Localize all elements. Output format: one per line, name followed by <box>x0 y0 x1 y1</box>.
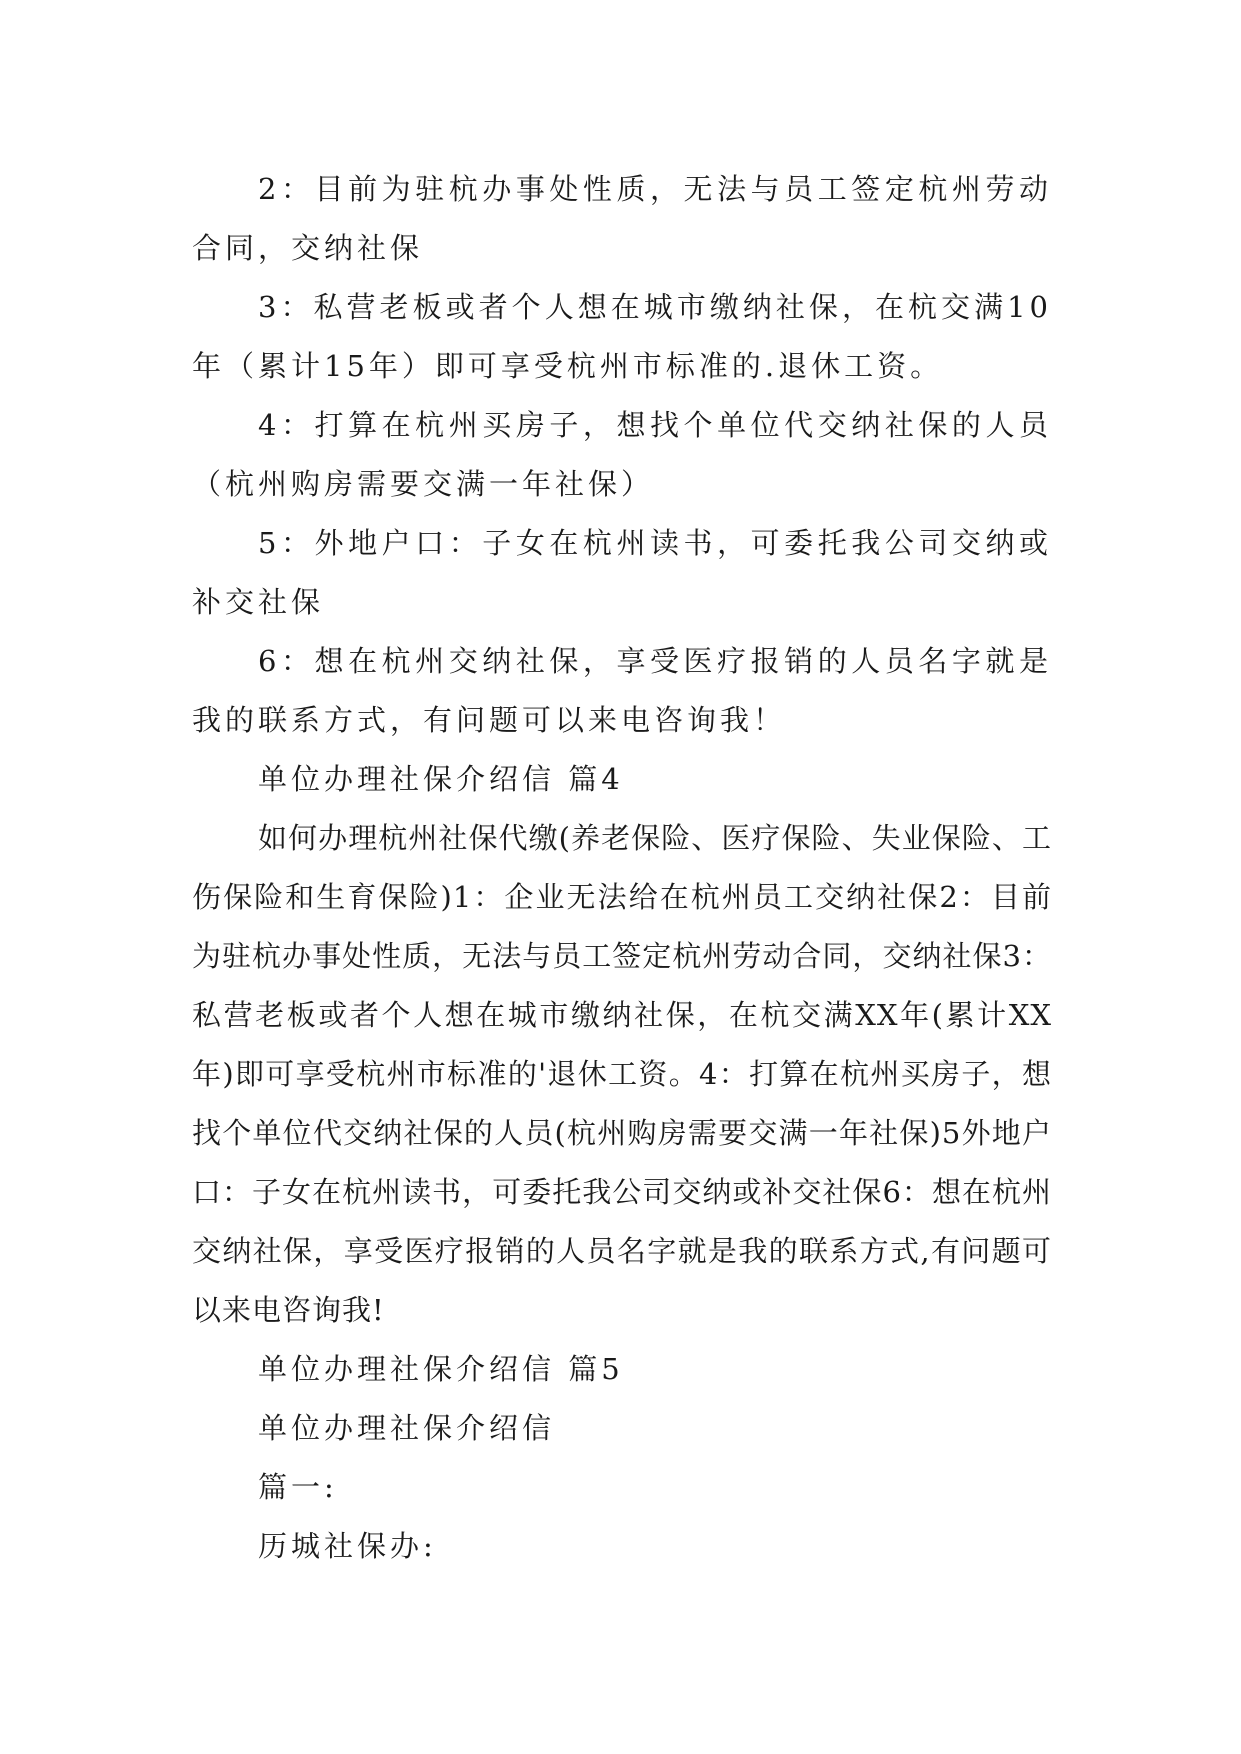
paragraph-item-4: 4：打算在杭州买房子，想找个单位代交纳社保的人员（杭州购房需要交满一年社保） <box>192 408 1052 501</box>
letter-part-label: 篇一: <box>258 1470 338 1504</box>
section-heading-4: 单位办理社保介绍信 篇4 <box>258 762 624 796</box>
paragraph-item-5: 5：外地户口：子女在杭州读书，可委托我公司交纳或补交社保 <box>192 526 1052 619</box>
paragraph-item-2: 2：目前为驻杭办事处性质，无法与员工签定杭州劳动合同，交纳社保 <box>192 172 1052 265</box>
paragraph-body-4: 如何办理杭州社保代缴(养老保险、医疗保险、失业保险、工伤保险和生育保险)1：企业无法给在杭州员工交纳社保2：目前为驻杭办事处性质，无法与员工签定杭州劳动合同，交纳社保3：私营老板或者个人想在城市缴纳社保，在杭交满XX年(累计XX年)即可享受杭州市标准的'退休工资。4：打算在杭州买房子，想找个单位代交纳社保的人员(杭州购房需要交满一年社保)5外地户口：子女在杭州读书，可委托我公司交纳或补交社保6：想在杭州交纳社保，享受医疗报销的人员名字就是我的联系方式,有问题可以来电咨询我! <box>192 821 1052 1327</box>
section-heading-5: 单位办理社保介绍信 篇5 <box>258 1352 624 1386</box>
document-body <box>192 160 1052 1576</box>
letter-salutation: 历城社保办: <box>258 1529 437 1563</box>
paragraph-item-6: 6：想在杭州交纳社保，享受医疗报销的人员名字就是我的联系方式，有问题可以来电咨询我！ <box>192 644 1052 737</box>
letter-title: 单位办理社保介绍信 <box>258 1411 556 1445</box>
paragraph-item-3: 3：私营老板或者个人想在城市缴纳社保，在杭交满10年（累计15年）即可享受杭州市标准的.退休工资。 <box>192 290 1052 383</box>
